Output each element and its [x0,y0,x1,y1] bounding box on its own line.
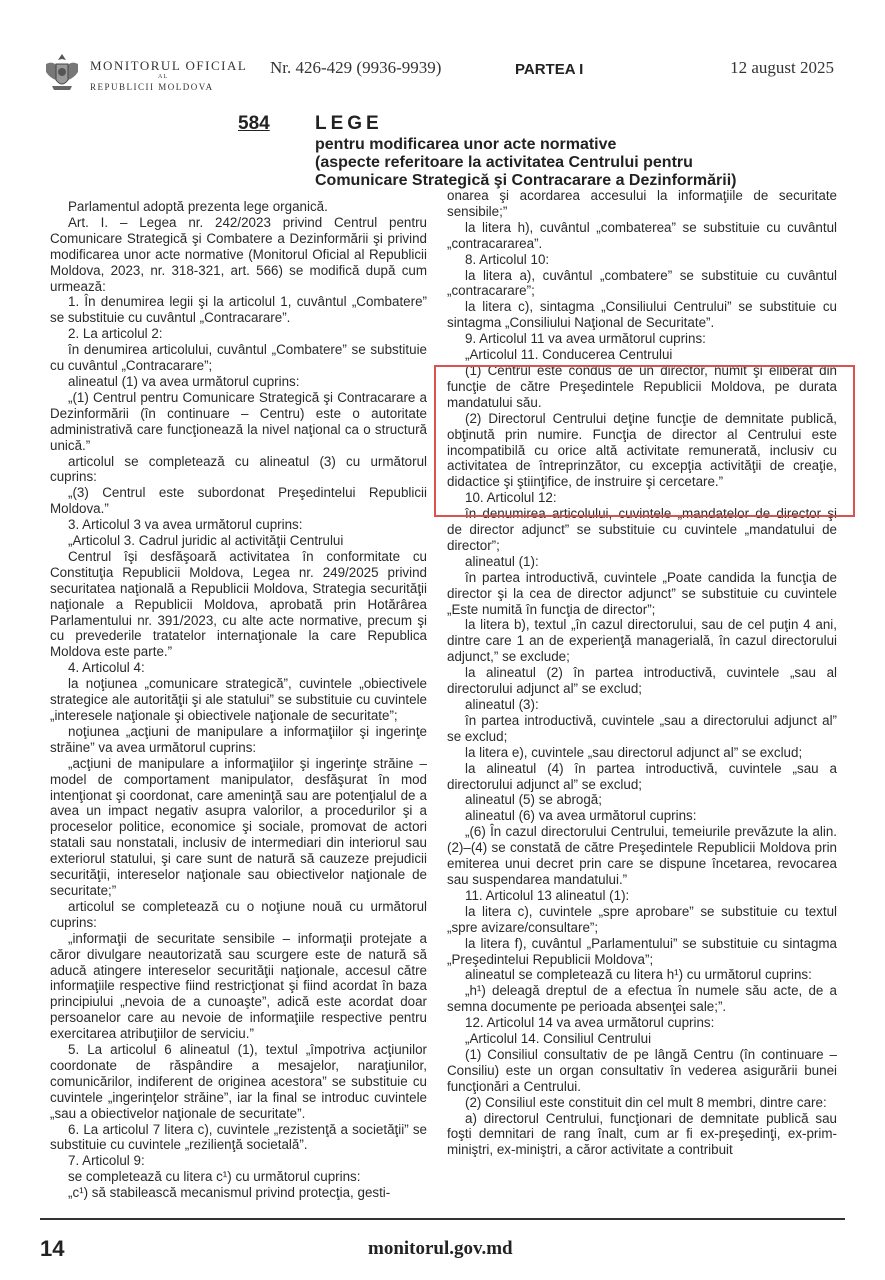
paragraph: la litera a), cuvântul „combatere” se substituie cu cuvântul „contracarare”; [447,267,837,299]
footer-divider [40,1218,845,1220]
paragraph: în partea introductivă, cuvintele „sau a directorului adjunct al” se exclud; [447,712,837,744]
paragraph: la litera b), textul „în cazul directorului, sau de cel puţin 4 ani, dintre care 1 an de experienţă managerială, în cazul directorului adjunct,” se exclude; [447,617,837,665]
page-number: 14 [40,1236,65,1261]
paragraph: „acţiuni de manipulare a informaţiilor şi ingerinţe străine – model de comportament manipulator, desfăşurat în mod intenţionat şi coordonat, care ameninţă sau are potenţialul de a avea un impact negativ asupra valorilor, a procedurilor şi a proceselor politice, economice şi sociale, promovat de actori statali sau nonstatali, inclusiv de intermediari din interiorul sau exteriorul statului, şi care sunt de natură să cauzeze prejudicii securităţii, intereselor naţionale sau obiectivelor naţionale de securitate;” [50,755,427,898]
paragraph: 5. La articolul 6 alineatul (1), textul „împotriva acţiunilor coordonate de răspândire a mesajelor, naraţiunilor, comunicărilor, indiferent de originea acestora” se substituie cu cuvintele „ingerinţelor străine”, iar la final se introduc cuvintele „sau a obiectivelor naţionale de securitate”. [50,1042,427,1121]
paragraph: la litera h), cuvântul „combaterea” se substituie cu cuvântul „contracararea”. [447,219,837,251]
paragraph: la litera f), cuvântul „Parlamentului” se substituie cu sintagma „Preşedintelui Republicii Moldova”; [447,935,837,967]
paragraph: (1) Consiliul consultativ de pe lângă Centru (în continuare – Consiliu) este un organ consultativ în vederea asigurării bunei funcţionări a Centrului. [447,1046,837,1094]
paragraph: în denumirea articolului, cuvintele „mandatelor de director şi de director adjunct” se substituie cu cuvintele „mandatului de director”; [447,506,837,553]
issue-number: Nr. 426-429 (9936-9939) [270,58,442,77]
article-heading: „Articolul 3. Cadrul juridic al activităţii Centrului [68,533,344,549]
paragraph: 1. În denumirea legii şi la articolul 1, cuvântul „Combatere” se substituie cu cuvântul „Contracarare”. [50,294,427,326]
paragraph: în partea introductivă, cuvintele „Poate candida la funcţia de director şi la cea de director adjunct” se substituie cu cuvintele „Este numită în funcţia de director”; [447,569,837,617]
article-heading: „Articolul 14. Consiliul Centrului [465,1031,652,1047]
paragraph: 10. Articolul 12: [465,490,557,506]
paragraph: Art. I. – Legea nr. 242/2023 privind Centrul pentru Comunicare Strategică şi Combatere a Dezinformării şi privind modificarea unor acte normative (Monitorul Oficial al Republicii Moldova, 2023, nr. 318-321, art. 566) se modifică după cum urmează: [50,214,427,294]
article-heading: „Articolul 11. Conducerea Centrului [465,347,673,363]
page-header [40,40,840,100]
paragraph: se completează cu litera c¹) cu următorul cuprins: [68,1169,361,1185]
paragraph: articolul se completează cu alineatul (3) cu următorul cuprins: [50,453,427,485]
paragraph: onarea şi acordarea accesului la informaţiile de securitate sensibile;” [447,188,837,219]
paragraph: 8. Articolul 10: [465,251,550,267]
paragraph: alineatul (6) va avea următorul cuprins: [465,808,697,824]
right-column [447,188,837,1158]
paragraph: 11. Articolul 13 alineatul (1): [465,887,630,903]
paragraph: 3. Articolul 3 va avea următorul cuprins: [68,517,303,533]
masthead-al: AL [158,74,168,80]
paragraph: alineatul (3): [465,697,539,712]
paragraph: a) directorul Centrului, funcţionari de demnitate publică sau foşti demnitari de rang înalt, cum ar fi ex-preşedinţi, ex-prim-miniştri, ex-miniştri, a căror activitate a contribuit [447,1110,837,1158]
paragraph: la alineatul (2) în partea introductivă, cuvintele „sau al directorului adjunct al” se exclud; [447,665,837,697]
paragraph: la litera e), cuvintele „sau directorul adjunct al” se exclud; [465,744,803,760]
paragraph: alineatul (5) se abrogă; [465,792,602,808]
paragraph: 12. Articolul 14 va avea următorul cuprins: [465,1015,715,1031]
paragraph: „(6) În cazul directorului Centrului, temeiurile prevăzute la alin. (2)–(4) se constată de către Preşedintele Republicii Moldova prin emiterea unui decret prin care se dispune încetarea, revocarea sau suspendarea mandatului.” [447,824,837,887]
paragraph: articolul se completează cu o noţiune nouă cu următorul cuprins: [50,898,427,930]
coat-of-arms-icon [40,50,84,94]
paragraph: 9. Articolul 11 va avea următorul cuprins: [465,331,706,347]
left-column [50,199,427,1201]
paragraph: „(3) Centrul este subordonat Preşedintelui Republicii Moldova.” [50,485,427,517]
paragraph: 2. La articolul 2: [68,326,163,342]
masthead-title: MONITORUL OFICIAL [90,58,248,73]
law-number: 584 [238,113,270,134]
masthead-subtitle: REPUBLICII MOLDOVA [90,82,214,92]
paragraph: alineatul se completează cu litera h¹) cu următorul cuprins: [465,967,812,983]
issue-date: 12 august 2025 [730,58,834,77]
site-link[interactable]: monitorul.gov.md [368,1238,513,1259]
law-title-line: (aspecte referitoare la activitatea Centrului pentru [315,154,693,171]
paragraph: alineatul (1): [465,553,539,569]
part-label: PARTEA I [515,61,584,78]
paragraph: 7. Articolul 9: [68,1153,145,1169]
highlight-box [434,362,855,517]
paragraph: (1) Centrul este condus de un director, numit şi eliberat din funcţie de către Preşedintele Republicii Moldova, pe durata mandatului său. [447,362,837,410]
paragraph: în denumirea articolului, cuvântul „Combatere” se substituie cu cuvântul „Contracarare”; [50,342,427,374]
law-title-line: pentru modificarea unor acte normative [315,136,617,153]
paragraph: noţiunea „acţiuni de manipulare a informaţiilor şi ingerinţe străine” va avea următorul cuprins: [50,723,427,755]
paragraph: la litera c), sintagma „Consiliului Centrului” se substituie cu sintagma „Consiliului Naţional de Securitate”. [447,299,837,331]
law-title [315,136,845,190]
paragraph: la noţiunea „comunicare strategică”, cuvintele „obiectivele strategice ale autorităţii şi ale statului” se substituie cu cuvintele „interesele naţionale şi obiectivele naţionale de securitate”; [50,676,427,723]
paragraph: 6. La articolul 7 litera c), cuvintele „rezistenţă a societăţii” se substituie cu cuvintele „rezilienţă societală”. [50,1121,427,1153]
paragraph: „h¹) deleagă dreptul de a efectua în numele său acte, de a semna documente pe perioada absenţei sale;”. [447,983,837,1015]
paragraph: alineatul (1) va avea următorul cuprins: [68,373,300,389]
law-title-line: Comunicare Strategică şi Contracarare a Dezinformării) [315,172,737,189]
paragraph: „c¹) să stabilească mecanismul privind protecţia, gesti- [68,1185,391,1201]
paragraph: „(1) Centrul pentru Comunicare Strategică şi Contracarare a Dezinformării (în continuare – Centru) este o autoritate administrativă care funcţionează la nivel naţional ca o structură unică.” [50,389,427,453]
paragraph: (2) Directorul Centrului deţine funcţie de demnitate publică, obţinută prin numire. Funcţia de director al Centrului este incompatibilă cu orice altă activitate remunerată, inclusiv cu activitatea de întreprinzător, cu excepţia activităţii de creaţie, didactice şi ştiinţifice, de instruire şi cercetare.” [447,410,837,490]
paragraph: Centrul îşi desfăşoară activitatea în conformitate cu Constituţia Republicii Moldova, Legea nr. 249/2025 privind securitatea naţională a Republicii Moldova, Strategia securităţii naţionale a Republicii Moldova, aprobată prin Hotărârea Parlamentului nr. 391/2023, cu alte acte normative, precum şi cu prevederile tratatelor internaţionale la care Republica Moldova este parte.” [50,548,427,660]
paragraph: (2) Consiliul este constituit din cel mult 8 membri, dintre care: [465,1094,827,1110]
law-type: LEGE [315,113,383,134]
paragraph: la alineatul (4) în partea introductivă, cuvintele „sau a directorului adjunct al” se exclud; [447,760,837,792]
paragraph: „informaţii de securitate sensibile – informaţii protejate a căror divulgare neautorizată sau scurgere este de natură să aducă atingere intereselor securităţii naţionale, accesul către informaţiile respective fiind restricţionat şi fiind acordat în baza principiului „nevoia de a cunoaşte”, adică este acordat doar persoanelor care au nevoie de informaţiile respective pentru exercitarea atribuţiilor de serviciu.” [50,930,427,1042]
paragraph: la litera c), cuvintele „spre aprobare” se substituie cu textul „spre avizare/consultare”; [447,903,837,935]
paragraph: Parlamentul adoptă prezenta lege organică. [68,199,328,214]
paragraph: 4. Articolul 4: [68,660,145,676]
